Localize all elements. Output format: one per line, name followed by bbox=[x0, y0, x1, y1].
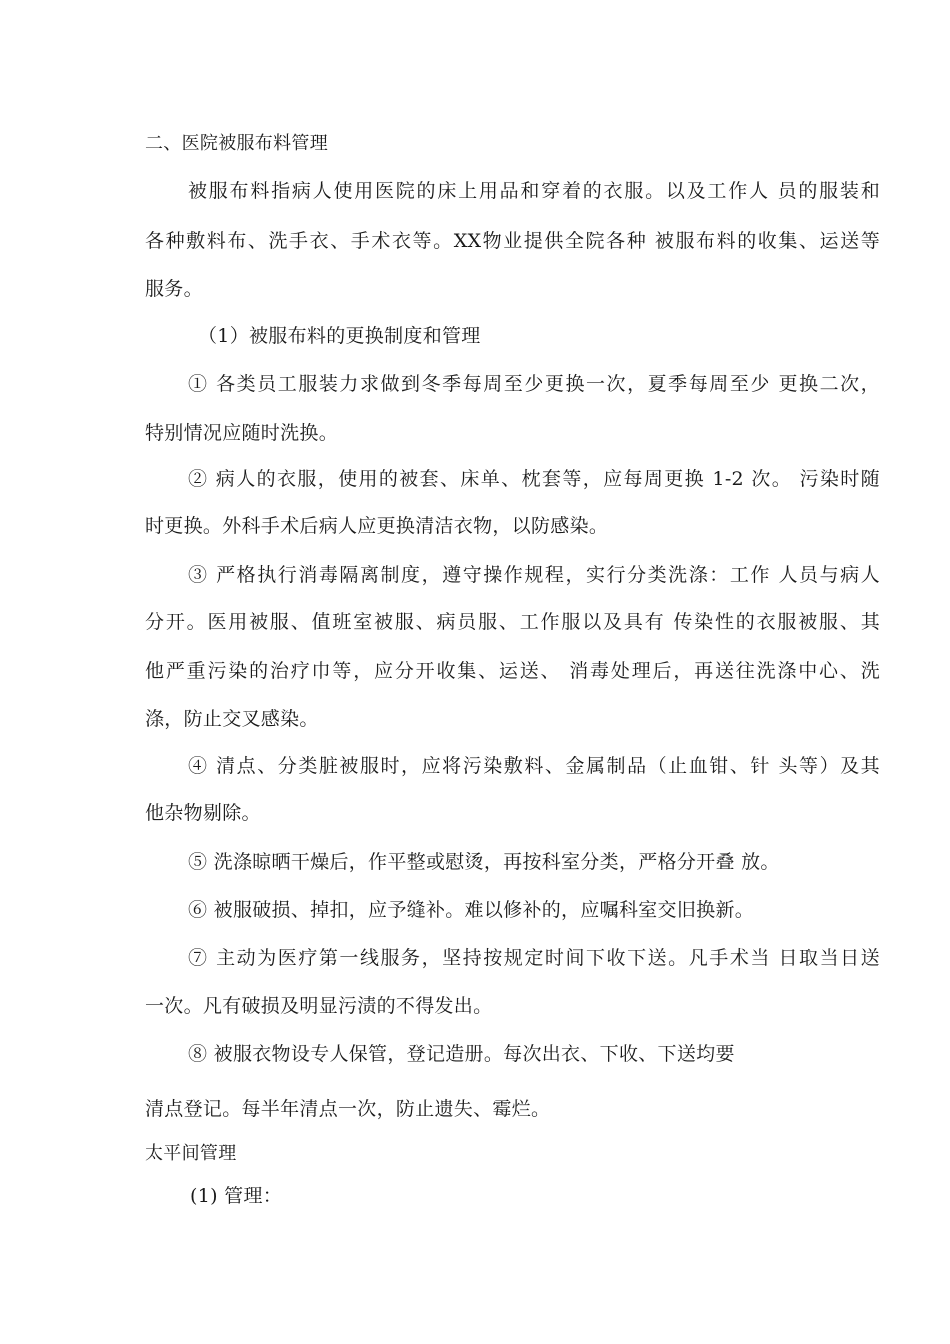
subsection-title: （1）被服布料的更换制度和管理 bbox=[198, 325, 481, 347]
list-item-line: ④ 清点、分类脏被服时，应将污染敷料、金属制品（止血钳、针 头等）及其 bbox=[188, 755, 880, 777]
paragraph-line: 各种敷料布、洗手衣、手术衣等。XX物业提供全院各种 被服布料的收集、运送等 bbox=[145, 230, 880, 252]
list-item-line: ⑦ 主动为医疗第一线服务，坚持按规定时间下收下送。凡手术当 日取当日送 bbox=[188, 947, 880, 969]
paragraph-line: 被服布料指病人使用医院的床上用品和穿着的衣服。以及工作人 员的服装和 bbox=[188, 180, 880, 202]
list-item-line: ⑥ 被服破损、掉扣，应予缝补。难以修补的，应嘱科室交旧换新。 bbox=[188, 899, 755, 921]
list-item-line: 时更换。外科手术后病人应更换清洁衣物，以防感染。 bbox=[145, 515, 609, 537]
list-item-line: 涤，防止交叉感染。 bbox=[145, 708, 319, 730]
paragraph-line: 清点登记。每半年清点一次，防止遗失、霉烂。 bbox=[145, 1098, 551, 1120]
section-title: 太平间管理 bbox=[145, 1143, 237, 1164]
list-item-line: ⑧ 被服衣物设专人保管，登记造册。每次出衣、下收、下送均要 bbox=[188, 1043, 735, 1065]
list-item-line: ⑤ 洗涤晾晒干燥后，作平整或慰烫，再按科室分类，严格分开叠 放。 bbox=[188, 851, 780, 873]
list-item-line: ② 病人的衣服，使用的被套、床单、枕套等，应每周更换 1-2 次。 污染时随 bbox=[188, 468, 880, 490]
list-item-line: 他杂物剔除。 bbox=[145, 802, 261, 824]
section-title: 二、医院被服布料管理 bbox=[145, 133, 328, 154]
list-item-line: 分开。医用被服、值班室被服、病员服、工作服以及具有 传染性的衣服被服、其 bbox=[145, 611, 880, 633]
list-item-line: ③ 严格执行消毒隔离制度，遵守操作规程，实行分类洗涤：工作 人员与病人 bbox=[188, 564, 880, 586]
paragraph-line: 服务。 bbox=[145, 278, 203, 300]
list-item-line: 一次。凡有破损及明显污渍的不得发出。 bbox=[145, 995, 493, 1017]
list-item-line: 他严重污染的治疗巾等，应分开收集、运送、 消毒处理后，再送往洗涤中心、洗 bbox=[145, 660, 880, 682]
list-item-line: 特别情况应随时洗换。 bbox=[145, 422, 339, 444]
list-item-line: ① 各类员工服装力求做到冬季每周至少更换一次，夏季每周至少 更换二次， bbox=[188, 373, 880, 395]
subsection-title: (1) 管理： bbox=[190, 1185, 283, 1207]
